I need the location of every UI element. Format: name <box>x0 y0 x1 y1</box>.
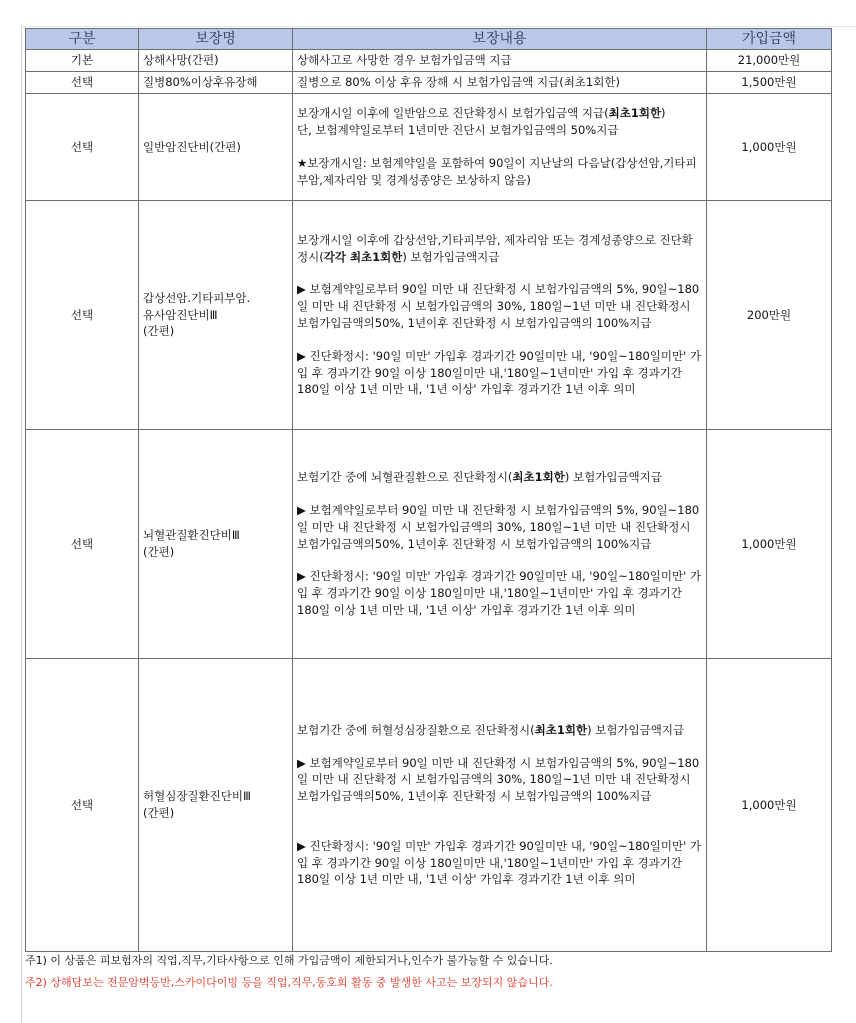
detail-bullet: ▶ 보험계약일로부터 90일 미만 내 진단확정 시 보험가입금액의 5%, 90일~180일 미만 내 진단확정 시 보험가입금액의 30%, 180일~1년 미만 내 진단확정시 보험가입금액의50%, 1년이후 진단확정 시 보험가입금액의 100%지급 <box>297 282 700 330</box>
table-row <box>26 72 832 94</box>
detail-line: 보험기간 중에 허혈성심장질환으로 진단확정시(최초1회한) 보험가입금액지급 <box>297 722 685 737</box>
table-row <box>26 430 832 659</box>
amount-cell: 1,000만원 <box>707 94 832 201</box>
amount-cell: 21,000만원 <box>707 50 832 72</box>
coverage-name-cell: 일반암진단비(간편) <box>139 94 293 201</box>
window-left-gutter <box>0 26 22 1023</box>
table-row <box>26 659 832 952</box>
division-cell: 기본 <box>26 50 139 72</box>
footnote-2: 주2) 상해담보는 전문암벽등반,스카이다이빙 등을 직업,직무,동호회 활동 중 발생한 사고는 보장되지 않습니다. <box>25 976 553 989</box>
division-cell: 선택 <box>26 430 139 659</box>
division-cell: 선택 <box>26 72 139 94</box>
division-cell: 선택 <box>26 94 139 201</box>
table-header-row <box>26 29 832 50</box>
coverage-name-cell: 뇌혈관질환진단비Ⅲ (간편) <box>139 430 293 659</box>
detail-line: 보장개시일 이후에 갑상선암,기타피부암, 제자리암 또는 경계성종양으로 진단확정시(각각 최초1회한) 보험가입금액지급 <box>297 232 693 264</box>
header-division: 구분 <box>26 29 139 50</box>
coverage-detail-cell <box>293 94 707 201</box>
coverage-table <box>25 28 832 952</box>
detail-line: 보험기간 중에 뇌혈관질환으로 진단확정시(최초1회한) 보험가입금액지급 <box>297 470 662 485</box>
detail-line: 단, 보험계약일로부터 1년미만 진단시 보험가입금액의 50%지급 <box>297 123 619 138</box>
coverage-name-cell: 허혈심장질환진단비Ⅲ (간편) <box>139 659 293 952</box>
detail-note: ★보장개시일: 보험계약일을 포함하여 90일이 지난날의 다음날(갑상선암,기타피부암,제자리암 및 경계성종양은 보상하지 않음) <box>297 156 697 187</box>
coverage-detail-cell: 질병으로 80% 이상 후유 장해 시 보험가입금액 지급(최초1회한) <box>293 72 707 94</box>
window-top-bar <box>0 0 856 27</box>
amount-cell: 1,000만원 <box>707 430 832 659</box>
division-cell: 선택 <box>26 201 139 430</box>
coverage-name-cell: 상해사망(간편) <box>139 50 293 72</box>
coverage-detail-cell <box>293 201 707 430</box>
amount-cell: 200만원 <box>707 201 832 430</box>
coverage-detail-cell <box>293 430 707 659</box>
detail-bullet: ▶ 진단확정시: '90일 미만' 가입후 경과기간 90일미만 내, '90일~180일미만' 가입 후 경과기간 90일 이상 180일미만 내,'180일~1년미만' 가입 후 경과기간 180일 이상 1년 미만 내, '1년 이상' 가입후 경과기간 1년 이후 의미 <box>297 838 702 887</box>
footnote-1: 주1) 이 상품은 피보험자의 직업,직무,기타사항으로 인해 가입금액이 제한되거나,인수가 불가능할 수 있습니다. <box>25 954 553 967</box>
amount-cell: 1,000만원 <box>707 659 832 952</box>
table-row <box>26 50 832 72</box>
detail-bullet: ▶ 보험계약일로부터 90일 미만 내 진단확정 시 보험가입금액의 5%, 90일~180일 미만 내 진단확정 시 보험가입금액의 30%, 180일~1년 미만 내 진단확정시 보험가입금액의50%, 1년이후 진단확정 시 보험가입금액의 100%지급 <box>297 503 700 551</box>
detail-bullet: ▶ 보험계약일로부터 90일 미만 내 진단확정 시 보험가입금액의 5%, 90일~180일 미만 내 진단확정 시 보험가입금액의 30%, 180일~1년 미만 내 진단확정시 보험가입금액의50%, 1년이후 진단확정 시 보험가입금액의 100%지급 <box>297 755 700 804</box>
amount-cell: 1,500만원 <box>707 72 832 94</box>
coverage-detail-cell <box>293 659 707 952</box>
division-cell: 선택 <box>26 659 139 952</box>
coverage-name-cell: 질병80%이상후유장해 <box>139 72 293 94</box>
detail-bullet: ▶ 진단확정시: '90일 미만' 가입후 경과기간 90일미만 내, '90일~180일미만' 가입 후 경과기간 90일 이상 180일미만 내,'180일~1년미만' 가입 후 경과기간 180일 이상 1년 미만 내, '1년 이상' 가입후 경과기간 1년 이후 의미 <box>297 569 702 617</box>
table-row <box>26 201 832 430</box>
table-row <box>26 94 832 201</box>
header-coverage-name: 보장명 <box>139 29 293 50</box>
detail-bullet: ▶ 진단확정시: '90일 미만' 가입후 경과기간 90일미만 내, '90일~180일미만' 가입 후 경과기간 90일 이상 180일미만 내,'180일~1년미만' 가입 후 경과기간 180일 이상 1년 미만 내, '1년 이상' 가입후 경과기간 1년 이후 의미 <box>297 348 702 397</box>
header-coverage-detail: 보장내용 <box>293 29 707 50</box>
coverage-name-cell: 갑상선암.기타피부암. 유사암진단비Ⅲ (간편) <box>139 201 293 430</box>
header-amount: 가입금액 <box>707 29 832 50</box>
coverage-detail-cell: 상해사고로 사망한 경우 보험가입금액 지급 <box>293 50 707 72</box>
detail-line: 보장개시일 이후에 일반암으로 진단확정시 보험가입금액 지급(최초1회한) <box>297 106 666 121</box>
